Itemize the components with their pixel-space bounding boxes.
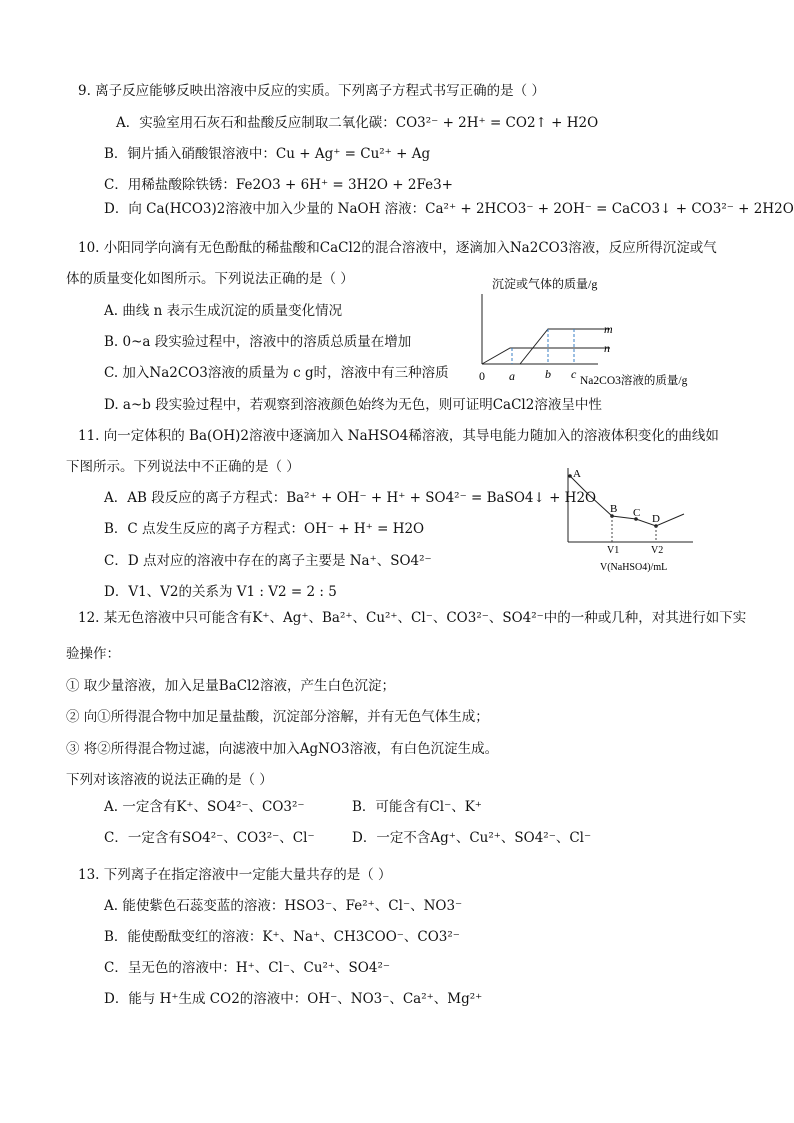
q12-step-1: ① 取少量溶液，加入足量BaCl2溶液，产生白色沉淀； bbox=[66, 678, 395, 694]
q10-option-d: D. a~b 段实验过程中，若观察到溶液颜色始终为无色，则可证明CaCl2溶液呈中性 bbox=[104, 397, 602, 413]
q11-label-a: A bbox=[573, 468, 581, 480]
q11-option-d: D．V1、V2的关系为 V1 : V2 = 2 : 5 bbox=[104, 584, 337, 600]
q11-stem-line1: 11. 向一定体积的 Ba(OH)2溶液中逐滴加入 NaHSO4稀溶液，其导电能力随加入的溶液体积变化的曲线如 bbox=[78, 428, 719, 444]
q9-option-d: D．向 Ca(HCO3)2溶液中加入少量的 NaOH 溶液：Ca²⁺ + 2HCO3⁻ + 2OH⁻ = CaCO3↓ + CO3²⁻ + 2H2O bbox=[104, 201, 794, 217]
q12-option-b: B．可能含有Cl⁻、K⁺ bbox=[352, 799, 482, 815]
q12-question: 下列对该溶液的说法正确的是（ ） bbox=[66, 772, 273, 788]
q10-curve-n bbox=[482, 348, 610, 364]
q10-tick-c: c bbox=[571, 367, 577, 381]
q10-option-a: A. 曲线 n 表示生成沉淀的质量变化情况 bbox=[104, 303, 343, 319]
q9-option-b: B．铜片插入硝酸银溶液中：Cu + Ag⁺ = Cu²⁺ + Ag bbox=[104, 146, 431, 162]
q11-label-v2: V2 bbox=[651, 545, 664, 556]
q10-stem-line1: 10. 小阳同学向滴有无色酚酞的稀盐酸和CaCl2的混合溶液中，逐滴加入Na2CO3溶液，反应所得沉淀或气 bbox=[78, 240, 717, 256]
q12-step-3: ③ 将②所得混合物过滤，向滤液中加入AgNO3溶液，有白色沉淀生成。 bbox=[66, 741, 499, 757]
q11-figure bbox=[548, 464, 698, 576]
q10-figure bbox=[470, 272, 710, 390]
q12-option-d: D．一定不含Ag⁺、Cu²⁺、SO4²⁻、Cl⁻ bbox=[352, 830, 592, 846]
q10-tick-b: b bbox=[545, 367, 551, 381]
q12-step-2: ② 向①所得混合物中加足量盐酸，沉淀部分溶解，并有无色气体生成； bbox=[66, 709, 489, 725]
q11-option-b: B．C 点发生反应的离子方程式：OH⁻ + H⁺ = H2O bbox=[104, 521, 425, 537]
q11-label-c: C bbox=[633, 507, 641, 519]
q13-stem: 13. 下列离子在指定溶液中一定能大量共存的是（ ） bbox=[78, 867, 392, 883]
q10-label-m: m bbox=[604, 322, 613, 336]
q11-figure-xlabel: V(NaHSO4)/mL bbox=[600, 562, 668, 573]
q10-origin: 0 bbox=[479, 369, 485, 383]
q10-option-c: C. 加入Na2CO3溶液的质量为 c g时，溶液中有三种溶质 bbox=[104, 365, 449, 381]
q9-option-c: C．用稀盐酸除铁锈：Fe2O3 + 6H⁺ = 3H2O + 2Fe3+ bbox=[104, 177, 453, 193]
q11-label-v1: V1 bbox=[607, 545, 620, 556]
q11-label-d: D bbox=[652, 513, 660, 525]
q12-stem-line2: 验操作： bbox=[66, 646, 120, 662]
q11-label-b: B bbox=[610, 503, 618, 515]
q13-option-d: D．能与 H⁺生成 CO2的溶液中：OH⁻、NO3⁻、Ca²⁺、Mg²⁺ bbox=[104, 991, 483, 1007]
q11-stem-line2: 下图所示。下列说法中不正确的是（ ） bbox=[66, 459, 300, 475]
q13-option-b: B．能使酚酞变红的溶液：K⁺、Na⁺、CH3COO⁻、CO3²⁻ bbox=[104, 929, 460, 945]
q12-stem-line1: 12. 某无色溶液中只可能含有K⁺、Ag⁺、Ba²⁺、Cu²⁺、Cl⁻、CO3²⁻、SO4²⁻中的一种或几种，对其进行如下实 bbox=[78, 610, 747, 626]
q11-option-a: A．AB 段反应的离子方程式：Ba²⁺ + OH⁻ + H⁺ + SO4²⁻ = BaSO4↓ + H2O bbox=[104, 490, 597, 506]
q11-option-c: C．D 点对应的溶液中存在的离子主要是 Na⁺、SO4²⁻ bbox=[104, 553, 432, 569]
q11-point-a-dot bbox=[568, 474, 572, 478]
q10-curve-m bbox=[520, 329, 610, 364]
q10-option-b: B. 0~a 段实验过程中，溶液中的溶质总质量在增加 bbox=[104, 334, 412, 350]
q12-option-c: C．一定含有SO4²⁻、CO3²⁻、Cl⁻ bbox=[104, 830, 315, 846]
q10-tick-a: a bbox=[509, 369, 515, 383]
q12-option-a: A. 一定含有K⁺、SO4²⁻、CO3²⁻ bbox=[104, 799, 305, 815]
q10-stem-line2: 体的质量变化如图所示。下列说法正确的是（ ） bbox=[66, 271, 354, 287]
q11-conductivity-curve bbox=[570, 476, 684, 526]
q10-figure-xlabel: Na2CO3溶液的质量/g bbox=[580, 375, 688, 387]
q9-option-a: A．实验室用石灰石和盐酸反应制取二氧化碳：CO3²⁻ + 2H⁺ = CO2↑ + H2O bbox=[116, 115, 599, 131]
q10-label-n: n bbox=[604, 341, 610, 355]
q10-figure-ylabel: 沉淀或气体的质量/g bbox=[492, 277, 598, 291]
q9-stem: 9. 离子反应能够反映出溶液中反应的实质。下列离子方程式书写正确的是（ ） bbox=[78, 83, 545, 99]
q13-option-a: A. 能使紫色石蕊变蓝的溶液：HSO3⁻、Fe²⁺、Cl⁻、NO3⁻ bbox=[104, 898, 463, 914]
q13-option-c: C．呈无色的溶液中：H⁺、Cl⁻、Cu²⁺、SO4²⁻ bbox=[104, 960, 391, 976]
